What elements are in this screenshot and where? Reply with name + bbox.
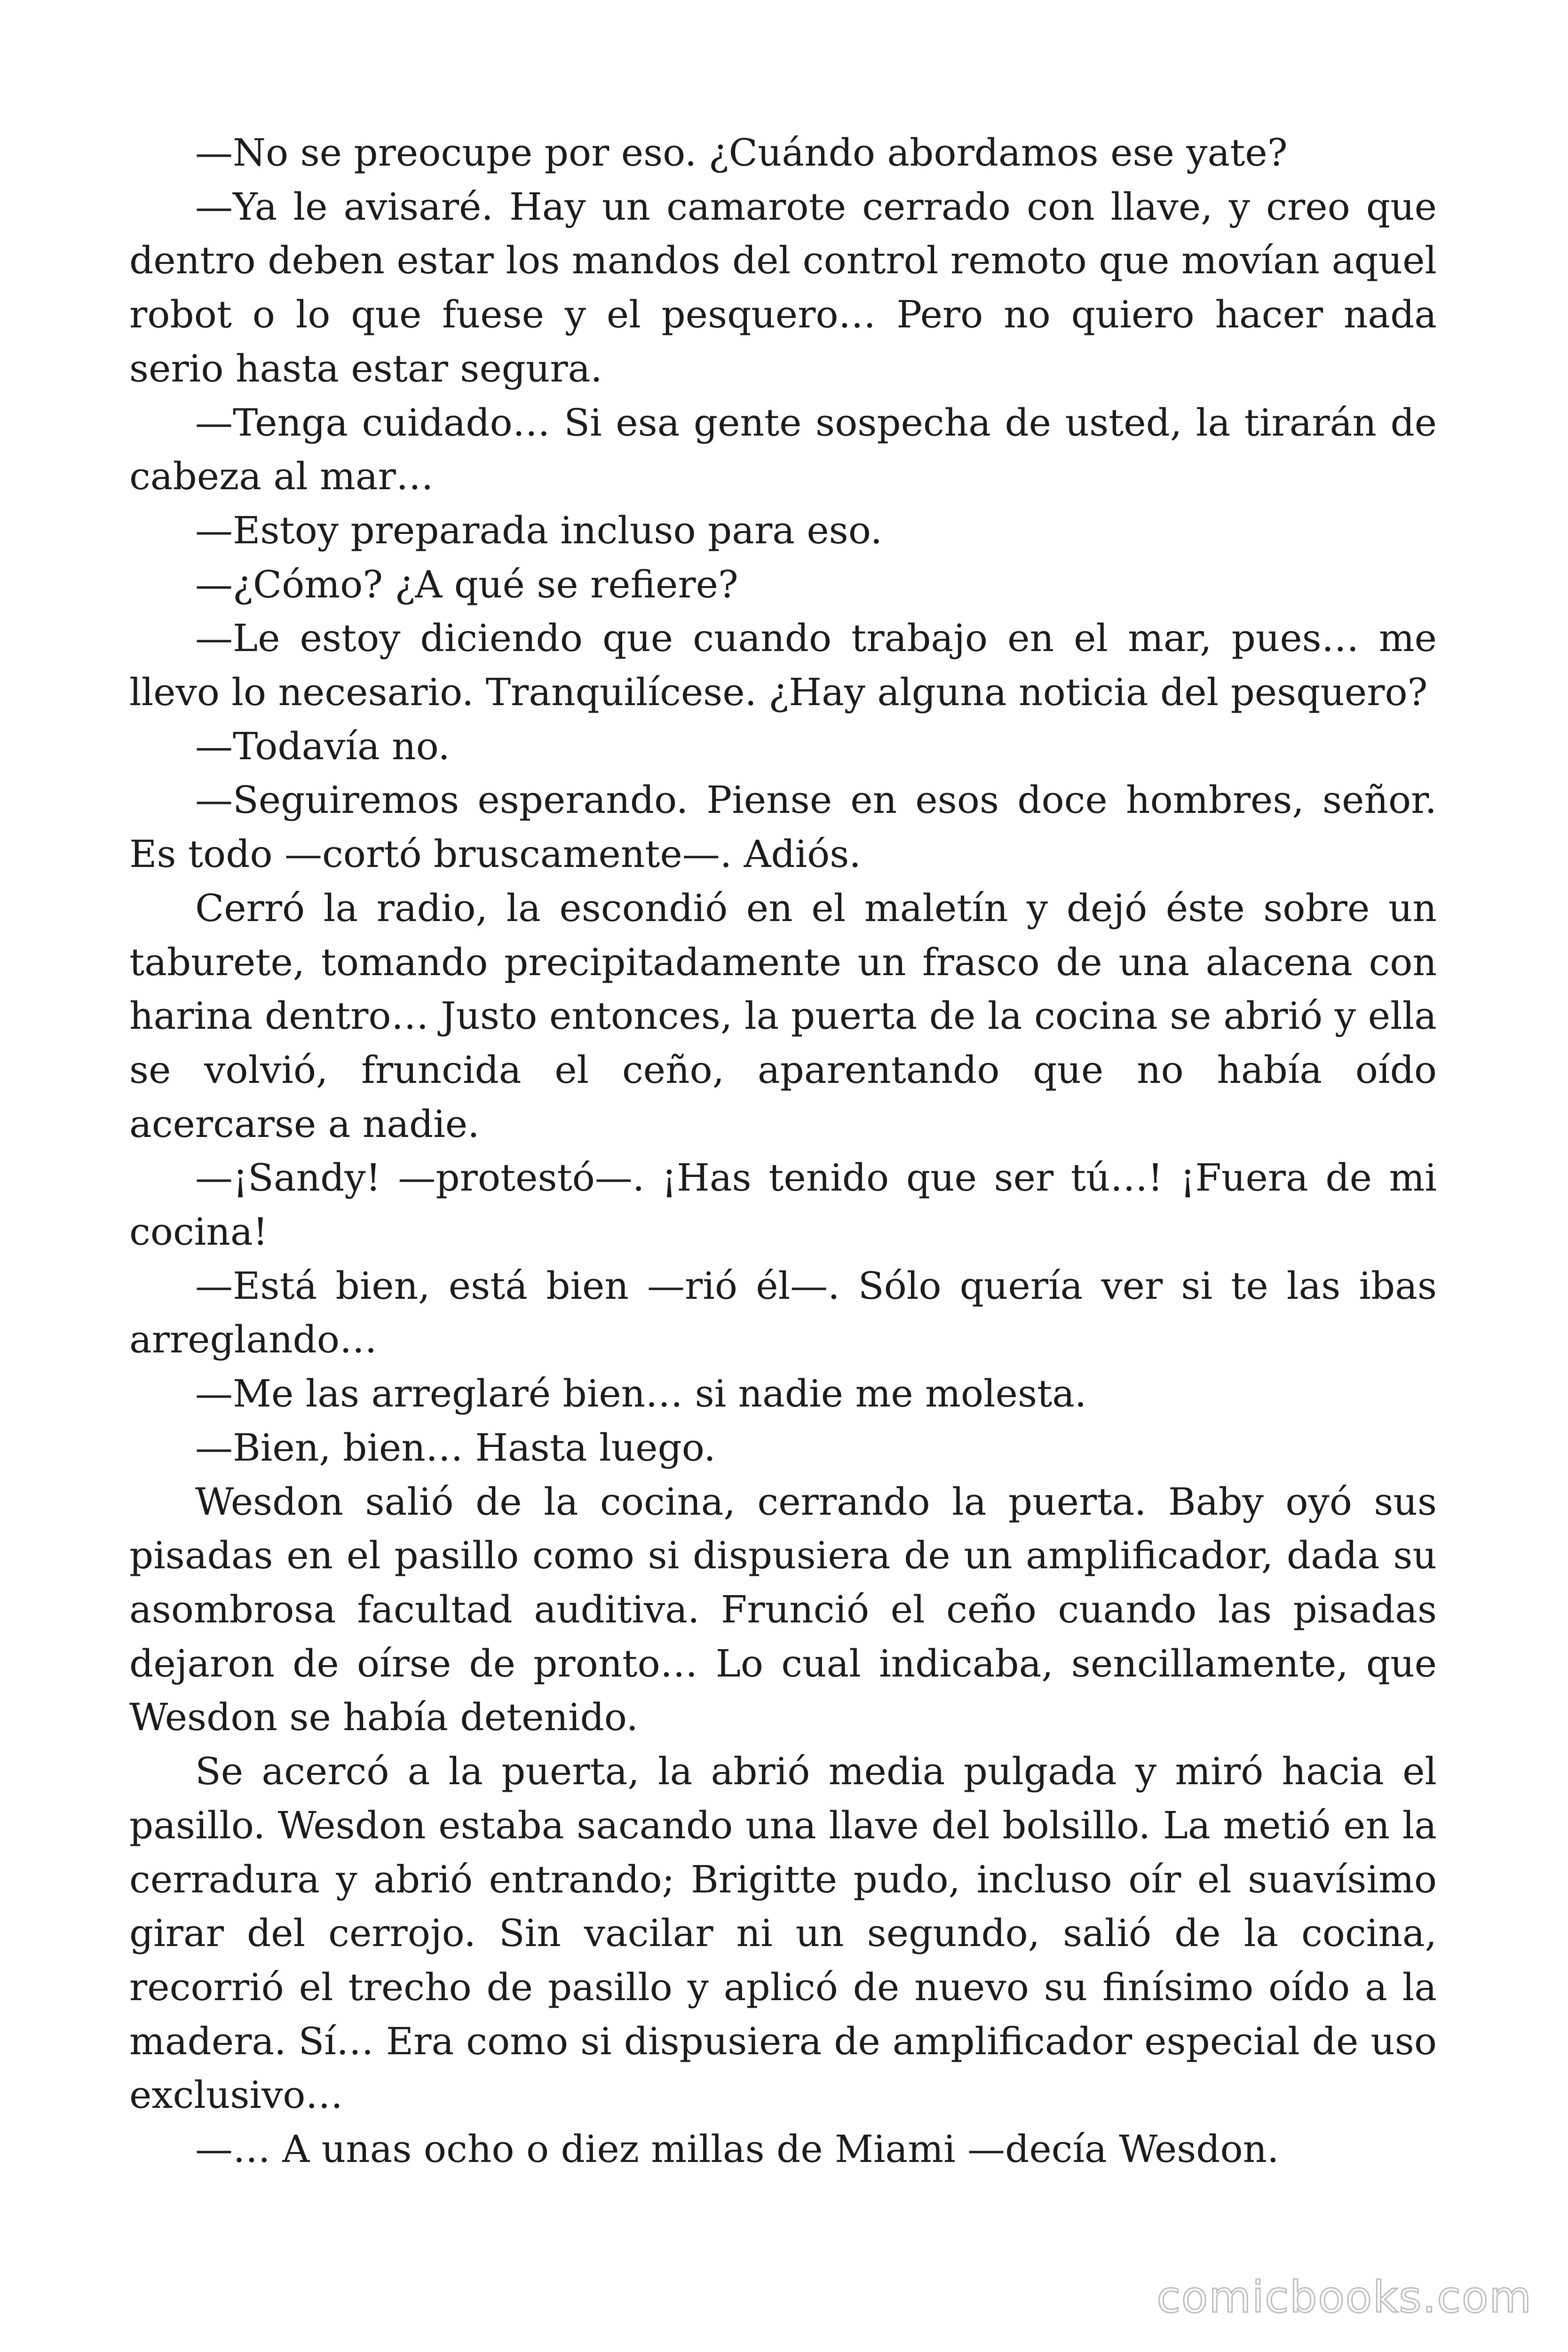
paragraph-11: —Está bien, está bien —rió él—. Sólo quería ver si te las ibas arreglando… [129,1263,1437,1362]
paragraph-12: —Me las arreglaré bien… si nadie me molesta. [195,1372,1087,1416]
paragraph-8: —Seguiremos esperando. Piense en esos doce hombres, señor. Es todo —cortó bruscamente—. Adiós. [129,778,1437,876]
paragraph-2: —Ya le avisaré. Hay un camarote cerrado con llave, y creo que dentro deben estar los mandos del control remoto que movían aquel robot o lo que fuese y el pesquero… Pero no quiero hacer nada serio hasta estar segura. [129,184,1437,390]
paragraph-14: Wesdon salió de la cocina, cerrando la puerta. Baby oyó sus pisadas en el pasillo como si dispusiera de un amplificador, dada su asombrosa facultad auditiva. Frunció el ceño cuando las pisadas dejaron de oírse de pronto… Lo cual indicaba, sencillamente, que Wesdon se había detenido. [129,1479,1437,1740]
paragraph-1: —No se preocupe por eso. ¿Cuándo abordamos ese yate? [195,131,1288,175]
paragraph-16: —… A unas ocho o diez millas de Miami —decía Wesdon. [195,2127,1279,2171]
paragraph-5: —¿Cómo? ¿A qué se refiere? [195,562,738,606]
paragraph-6: —Le estoy diciendo que cuando trabajo en el mar, pues… me llevo lo necesario. Tranquilícese. ¿Hay alguna noticia del pesquero? [129,616,1437,715]
paragraph-9: Cerró la radio, la escondió en el maletín y dejó éste sobre un taburete, tomando precipitadamente un frasco de una alacena con harina dentro… Justo entonces, la puerta de la cocina se abrió y ella se volvió, fruncida el ceño, aparentando que no había oído acercarse a nadie. [129,886,1437,1146]
paragraph-4: —Estoy preparada incluso para eso. [195,508,882,552]
page-body [129,126,1437,2177]
paragraph-3: —Tenga cuidado… Si esa gente sospecha de usted, la tirarán de cabeza al mar… [129,400,1437,499]
paragraph-13: —Bien, bien… Hasta luego. [195,1425,716,1470]
paragraph-7: —Todavía no. [195,724,450,768]
paragraph-10: —¡Sandy! —protestó—. ¡Has tenido que ser tú…! ¡Fuera de mi cocina! [129,1156,1437,1254]
watermark: comicbooks.com [1156,2272,1532,2322]
paragraph-15: Se acercó a la puerta, la abrió media pulgada y miró hacia el pasillo. Wesdon estaba sacando una llave del bolsillo. La metió en la cerradura y abrió entrando; Brigitte pudo, incluso oír el suavísimo girar del cerrojo. Sin vacilar ni un segundo, salió de la cocina, recorrió el trecho de pasillo y aplicó de nuevo su finísimo oído a la madera. Sí… Era como si dispusiera de amplificador especial de uso exclusivo… [129,1749,1437,2117]
